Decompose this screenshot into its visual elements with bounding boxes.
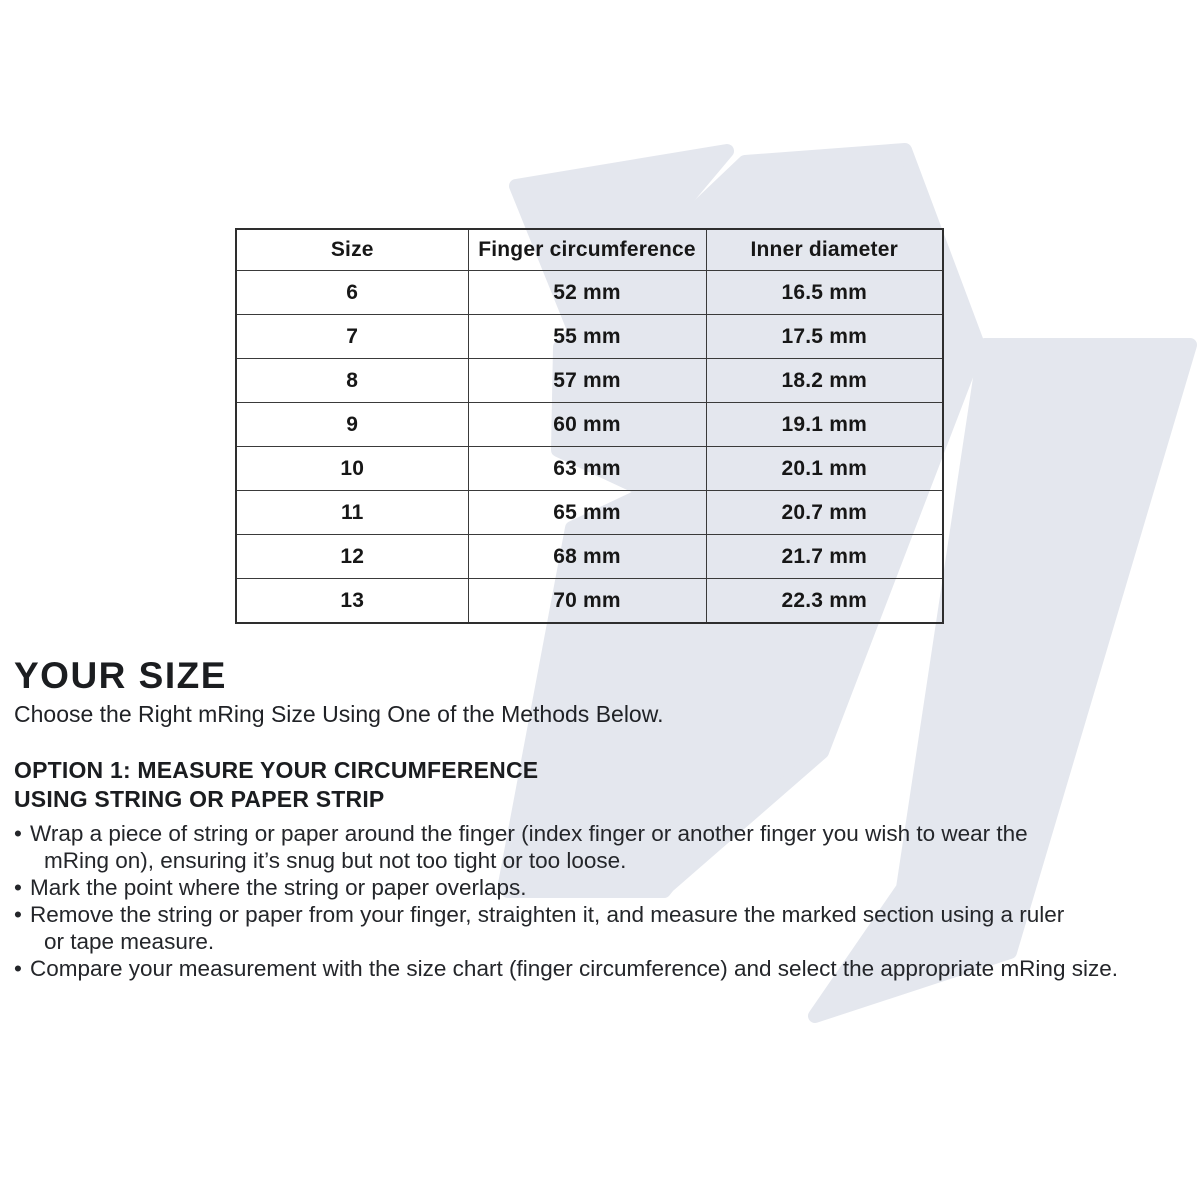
instruction-text-continued: or tape measure. — [44, 929, 215, 954]
size-cell: 8 — [236, 359, 468, 403]
table-row — [236, 579, 943, 624]
column-header-finger-circumference: Finger circumference — [468, 229, 706, 271]
page-subtitle: Choose the Right mRing Size Using One of the Methods Below. — [14, 701, 664, 727]
diameter-cell: 19.1 mm — [706, 403, 943, 447]
circumference-cell: 63 mm — [468, 447, 706, 491]
diameter-cell: 21.7 mm — [706, 535, 943, 579]
table-row — [236, 447, 943, 491]
option1-heading-line1: OPTION 1: MEASURE YOUR CIRCUMFERENCE — [14, 757, 539, 783]
circumference-cell: 60 mm — [468, 403, 706, 447]
column-header-inner-diameter: Inner diameter — [706, 229, 943, 271]
size-cell: 13 — [236, 579, 468, 624]
option1-heading-line2: USING STRING OR PAPER STRIP — [14, 786, 385, 812]
diameter-cell: 22.3 mm — [706, 579, 943, 624]
table-row — [236, 535, 943, 579]
instruction-text-continued: mRing on), ensuring it’s snug but not too tight or too loose. — [44, 848, 627, 873]
size-cell: 7 — [236, 315, 468, 359]
circumference-cell: 70 mm — [468, 579, 706, 624]
table-row — [236, 271, 943, 315]
circumference-cell: 57 mm — [468, 359, 706, 403]
circumference-cell: 55 mm — [468, 315, 706, 359]
instruction-text: Remove the string or paper from your finger, straighten it, and measure the marked section using a ruler — [30, 902, 1065, 927]
table-row — [236, 315, 943, 359]
instruction-text: Compare your measurement with the size chart (finger circumference) and select the appropriate mRing size. — [30, 956, 1118, 981]
instruction-text: Wrap a piece of string or paper around the finger (index finger or another finger you wish to wear the — [30, 821, 1028, 846]
size-chart-table — [235, 228, 944, 624]
size-cell: 11 — [236, 491, 468, 535]
table-row — [236, 491, 943, 535]
size-chart-section — [235, 228, 944, 624]
size-cell: 12 — [236, 535, 468, 579]
page-title: YOUR SIZE — [14, 655, 227, 696]
size-cell: 10 — [236, 447, 468, 491]
circumference-cell: 65 mm — [468, 491, 706, 535]
table-header-row — [236, 229, 943, 271]
diameter-cell: 17.5 mm — [706, 315, 943, 359]
instruction-list — [14, 820, 1194, 982]
diameter-cell: 16.5 mm — [706, 271, 943, 315]
circumference-cell: 68 mm — [468, 535, 706, 579]
size-cell: 9 — [236, 403, 468, 447]
list-item — [14, 820, 1194, 874]
diameter-cell: 20.1 mm — [706, 447, 943, 491]
column-header-size: Size — [236, 229, 468, 271]
instruction-text: Mark the point where the string or paper overlaps. — [30, 875, 527, 900]
list-item — [14, 874, 1194, 901]
diameter-cell: 18.2 mm — [706, 359, 943, 403]
option1-heading — [14, 756, 538, 814]
table-row — [236, 403, 943, 447]
list-item — [14, 901, 1194, 955]
circumference-cell: 52 mm — [468, 271, 706, 315]
list-item — [14, 955, 1194, 982]
size-cell: 6 — [236, 271, 468, 315]
diameter-cell: 20.7 mm — [706, 491, 943, 535]
table-row — [236, 359, 943, 403]
